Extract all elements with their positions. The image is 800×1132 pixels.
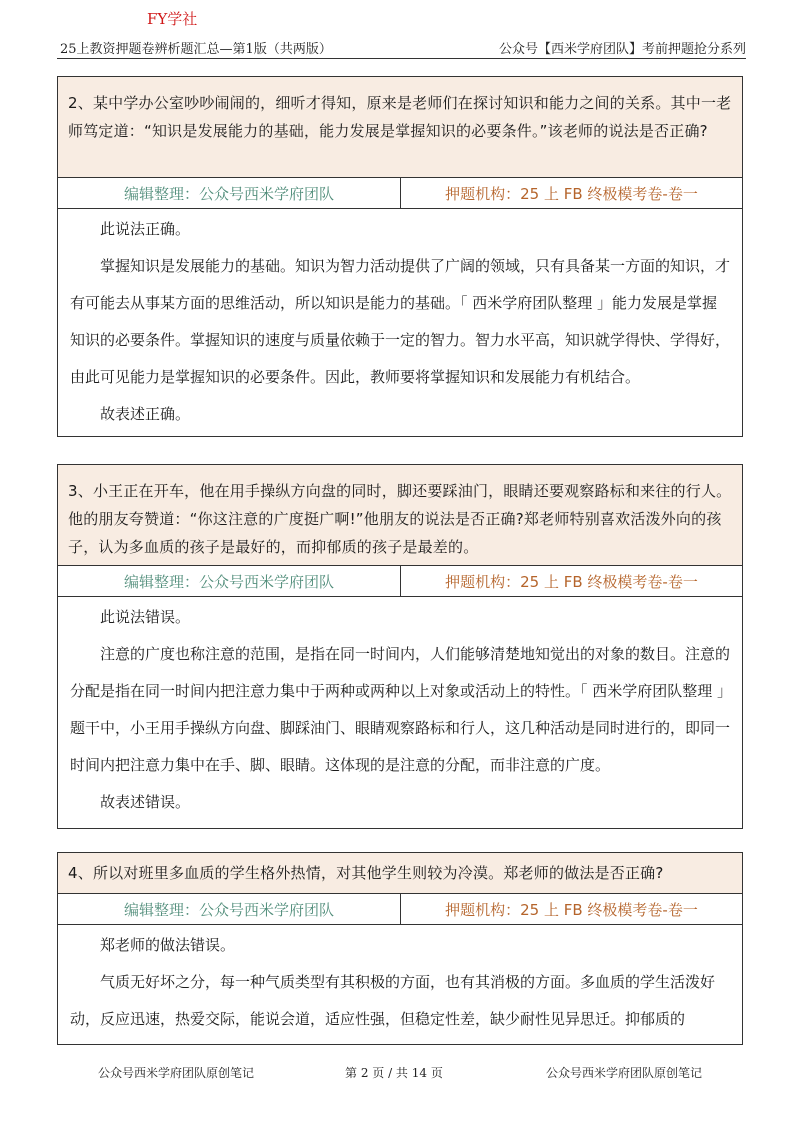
answer-explanation: 注意的广度也称注意的范围，是指在同一时间内，人们能够清楚地知觉出的对象的数目。注意的分配是指在同一时间内把注意力集中于两种或两种以上对象或活动上的特性。「 西米学府团队整理 」题干中，小王用手操纵方向盘、脚踩油门、眼睛观察路标和行人，这几种活动是同时进行的，即同一时间内把注意力集中在手、脚、眼睛。这体现的是注意的分配，而非注意的广度。 [70, 645, 731, 774]
answer-box [57, 209, 743, 437]
source-label: 押题机构：25 上 FB 终极模考卷-卷一 [445, 572, 698, 591]
editor-label: 编辑整理：公众号西米学府团队 [58, 894, 401, 924]
header-left-title: 25上教资押题卷辨析题汇总—第1版（共两版） [60, 42, 332, 57]
source-label: 押题机构：25 上 FB 终极模考卷-卷一 [445, 184, 698, 203]
header-divider [57, 58, 746, 59]
brand-watermark: FY学社 [147, 10, 198, 28]
meta-row [57, 894, 743, 925]
question-text: 2、某中学办公室吵吵闹闹的，细听才得知，原来是老师们在探讨知识和能力之间的关系。其中一老师笃定道：“知识是发展能力的基础，能力发展是掌握知识的必要条件。”该老师的说法是否正确? [57, 76, 743, 178]
question-block-4 [57, 852, 743, 1045]
footer-left: 公众号西米学府团队原创笔记 [98, 1066, 255, 1080]
question-block-2 [57, 76, 743, 437]
header-right-title: 公众号【西米学府团队】考前押题抢分系列 [498, 42, 746, 57]
answer-explanation: 掌握知识是发展能力的基础。知识为智力活动提供了广阔的领域，只有具备某一方面的知识，才有可能去从事某方面的思维活动，所以知识是能力的基础。「 西米学府团队整理 」能力发展是掌握知识的必要条件。掌握知识的速度与质量依赖于一定的智力。智力水平高，知识就学得快、学得好，由此可见能力是掌握知识的必要条件。因此，教师要将掌握知识和发展能力有机结合。 [70, 257, 731, 386]
footer-right: 公众号西米学府团队原创笔记 [546, 1066, 703, 1080]
answer-box [57, 597, 743, 829]
answer-verdict: 此说法正确。 [100, 220, 191, 238]
meta-row [57, 178, 743, 209]
answer-verdict: 郑老师的做法错误。 [100, 936, 236, 954]
answer-conclusion: 故表述正确。 [100, 405, 191, 423]
question-text: 4、所以对班里多血质的学生格外热情，对其他学生则较为冷漠。郑老师的做法是否正确? [57, 852, 743, 894]
answer-conclusion: 故表述错误。 [100, 793, 191, 811]
question-text: 3、小王正在开车，他在用手操纵方向盘的同时，脚还要踩油门，眼睛还要观察路标和来往的行人。他的朋友夸赞道：“你这注意的广度挺广啊!”他朋友的说法是否正确?郑老师特别喜欢活泼外向的孩子，认为多血质的孩子是最好的，而抑郁质的孩子是最差的。 [57, 464, 743, 566]
meta-row [57, 566, 743, 597]
page-number: 第 2 页 / 共 14 页 [345, 1066, 443, 1080]
editor-label: 编辑整理：公众号西米学府团队 [58, 566, 401, 596]
answer-verdict: 此说法错误。 [100, 608, 191, 626]
question-block-3 [57, 464, 743, 829]
answer-explanation: 气质无好坏之分，每一种气质类型有其积极的方面，也有其消极的方面。多血质的学生活泼好动，反应迅速，热爱交际，能说会道，适应性强，但稳定性差，缺少耐性见异思迁。抑郁质的 [70, 973, 716, 1028]
editor-label: 编辑整理：公众号西米学府团队 [58, 178, 401, 208]
answer-box [57, 925, 743, 1045]
source-label: 押题机构：25 上 FB 终极模考卷-卷一 [445, 900, 698, 919]
